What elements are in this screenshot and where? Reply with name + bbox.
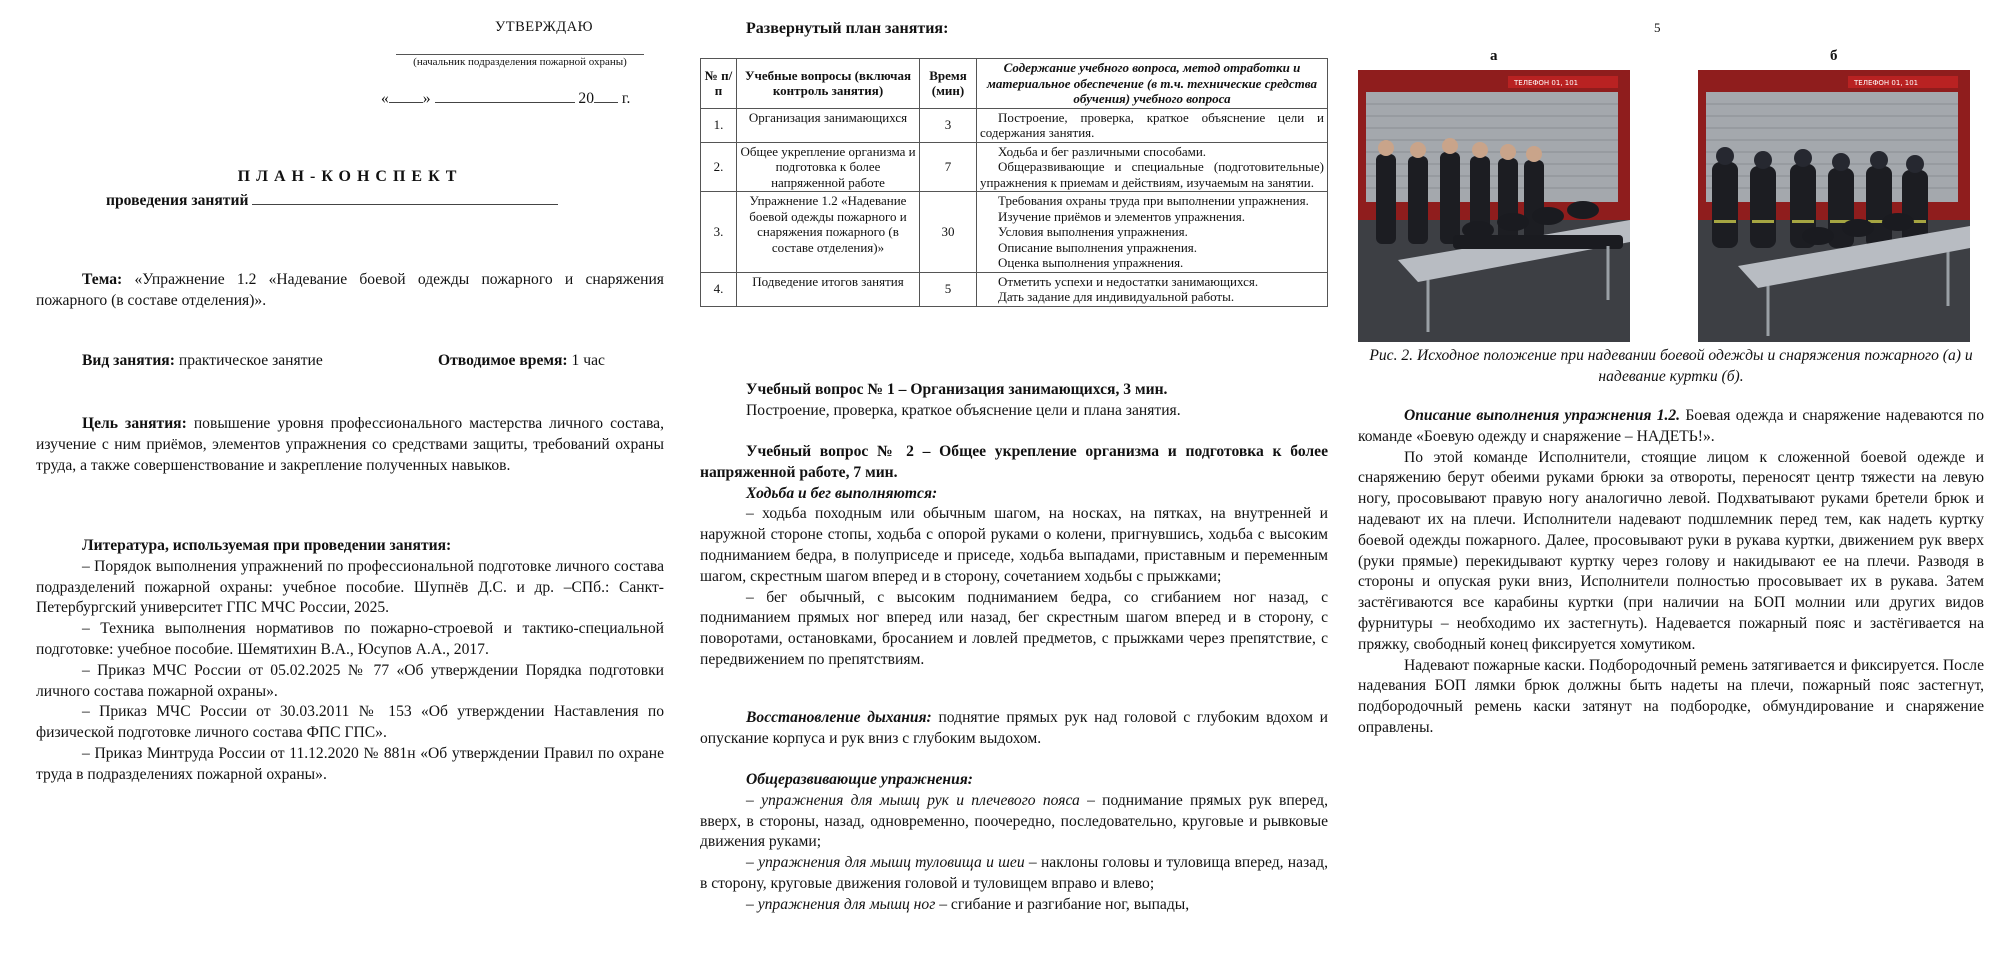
truck-sign-text: ТЕЛЕФОН 01, 101 bbox=[1854, 79, 1919, 87]
general-item: – упражнения для мышц рук и плечевого пояса – поднимание прямых рук вперед, вверх, в стороны, назад, одновременно, поочередно, последовательно, круговые и рывковые движения руками; bbox=[700, 791, 1328, 851]
exercise-description: Описание выполнения упражнения 1.2. Боевая одежда и снаряжение надеваются по команде «Боевую одежду и снаряжение – НАДЕТЬ!». По этой команде Исполнители, стоящие лицом к сложенной боевой одежде и снаряжению берут обеими руками брюки за отвороты, переносят центр тяжести на левую ногу, просовывают правую ногу аналогично левой. Подхватывают руками бретели брюк и надевают их на плечи. Исполнители надевают подшлемник перед тем, как надеть куртку боевой одежды пожарного. Далее, просовывают руки в рукава куртки, движением рук вверх (руки прямые) перекидывают куртку через голову и накидывают ее на плечи. Разводя в стороны и опуская руки вниз, Исполнители полностью просовывает их в рукава. Затем застёгиваются все карабины куртки (при наличии на БОП молнии или других видов фурнитуры – необходимо их застегнуть). Надевается пожарный пояс и застёгивается на пряжку, свободный конец фиксируется хомутиком. Надевают пожарные каски. Подбородочный ремень затягивается и фиксируется. После надевания БОП лямки брюк должны быть надеты на плечи, пожарный пояс застегнут, подбородочный ремень каски затянут на подбородке, обмундирование и снаряжение оправлены. bbox=[1358, 406, 1984, 739]
lesson-goal: Цель занятия: повышение уровня профессионального мастерства личного состава, изучение с ним приёмов, элементов упражнения со средствами защиты, требований охраны труда, а также совершенствование и закрепление полученных навыков. bbox=[36, 415, 665, 474]
photo-a-illustration bbox=[1358, 70, 1630, 342]
truck-sign-text: ТЕЛЕФОН 01, 101 bbox=[1514, 79, 1579, 87]
table-row: 3. Упражнение 1.2 «Надевание боевой одежды пожарного и снаряжения пожарного (в составе отделения)» 30 Требования охраны труда при выполнении упражнения. Изучение приёмов и элементов упражнения. Условия выполнения упражнения. Описание выполнения упражнения. Оценка выполнения упражнения. bbox=[701, 192, 1328, 273]
general-item: – упражнения для мышц ног – сгибание и разгибание ног, выпады, bbox=[746, 895, 1190, 913]
question-2-heading: Учебный вопрос № 2 – Общее укрепление организма и подготовка к более напряженной работе, 7 мин. bbox=[700, 443, 1328, 481]
walk-item: – бег обычный, с высоким подниманием бедра, со сгибанием ног назад, с подниманием прямых ног вперед или назад, бег скрестным шагом вперед и в сторону, с поворотами, остановками, бросанием и ловлей предметов, с прыжками через препятствие, с передвижением по препятствиям. bbox=[700, 588, 1328, 668]
figure-label-b: б bbox=[1830, 48, 1838, 64]
date-line: « » 20 г. bbox=[381, 90, 631, 107]
literature bbox=[36, 536, 664, 786]
general-heading: Общеразвивающие упражнения: bbox=[746, 771, 973, 788]
page-number: 5 bbox=[1654, 20, 1661, 35]
header-question: Учебные вопросы (включая контроль занятия) bbox=[737, 59, 920, 109]
table-header-row bbox=[701, 59, 1328, 109]
plan-conduct: проведения занятий bbox=[106, 190, 558, 210]
question-2 bbox=[700, 442, 1328, 671]
description-paragraph: Надевают пожарные каски. Подбородочный ремень затягивается и фиксируется. После надевания БОП лямки брюк должны быть надеты на плечи, пожарный пояс застегнут, подбородочный ремень каски затянут на подбородке, обмундирование и снаряжение оправлены. bbox=[1358, 656, 1984, 736]
question-1 bbox=[700, 380, 1328, 422]
lesson-plan-table bbox=[700, 58, 1328, 307]
signature-line bbox=[396, 54, 644, 55]
literature-item: – Порядок выполнения упражнений по профессиональной подготовке личного состава подразделений пожарной охраны: учебное пособие. Шупнёв Д.С. и др. –СПб.: Санкт-Петербургский университет ГПС МЧС России, 2025. bbox=[36, 557, 664, 617]
photo-putting-on-jacket bbox=[1698, 70, 1970, 342]
approver-caption: (начальник подразделения пожарной охраны) bbox=[413, 56, 627, 68]
walk-item: – ходьба походным или обычным шагом, на носках, на пятках, на внутренней и наружной стороне стопы, ходьба с опорой руками о колени, пригнувшись, ходьба с высоким подниманием бедра, в полуприседе и приседе, ходьба выпадами, приставным и переменным шагом, скрестным шагом вперед и в сторону, сочетанием ходьбы с прыжками; bbox=[700, 505, 1328, 585]
question-1-text: Построение, проверка, краткое объяснение цели и плана занятия. bbox=[746, 401, 1181, 419]
description-paragraph: По этой команде Исполнители, стоящие лицом к сложенной боевой одежде и снаряжению берут обеими руками брюки за отвороты, переносят центр тяжести на левую ногу, просовывают правую ногу аналогично левой. Подхватывают руками бретели брюк и надевают их на плечи. Исполнители надевают подшлемник перед тем, как надеть куртку боевой одежды пожарного. Далее, просовывают руки в рукава куртки, движением рук вверх (руки прямые) перекидывают куртку через голову и накидывают ее на плечи. Разводя в стороны и опуская руки вниз, Исполнители полностью просовывает их в рукава. Затем застёгиваются все карабины куртки (при наличии на БОП молнии или других видов фурнитуры – необходимо их застегнуть). Надевается пожарный пояс и застёгивается на пряжку, свободный конец фиксируется хомутиком. bbox=[1358, 448, 1984, 653]
literature-item: – Приказ Минтруда России от 11.12.2020 № 881н «Об утверждении Правил по охране труда в подразделениях пожарной охраны». bbox=[36, 744, 664, 783]
general-item: – упражнения для мышц туловища и шеи – наклоны головы и туловища вперед, назад, в сторону, круговые движения головой и туловищем вправо и влево; bbox=[700, 854, 1328, 892]
general-exercises bbox=[700, 770, 1328, 916]
plan-title: ПЛАН-КОНСПЕКТ bbox=[237, 168, 463, 185]
question-1-heading: Учебный вопрос № 1 – Организация занимающихся, 3 мин. bbox=[746, 381, 1168, 398]
literature-item: – Приказ МЧС России от 30.03.2011 № 153 «Об утверждении Наставления по физической подготовке личного состава ФПС ГПС». bbox=[36, 703, 664, 742]
literature-item: – Приказ МЧС России от 05.02.2025 № 77 «Об утверждении Порядка подготовки личного состава пожарной охраны». bbox=[36, 661, 664, 700]
table-row: 4. Подведение итогов занятия 5 Отметить успехи и недостатки занимающихся. Дать задание для индивидуальной работы. bbox=[701, 272, 1328, 306]
approve-heading: УТВЕРЖДАЮ bbox=[495, 19, 593, 35]
page-left: УТВЕРЖДАЮ (начальник подразделения пожарной охраны) « » 20 г. ПЛАН-КОНСПЕКТ проведения занятий Тема: «Упражнение 1.2 «Надевание боевой одежды пожарного и снаряжения пожарного (в составе отделения)». Вид занятия: практическое занятие Отводимое время: 1 час Цель занятия: повышение уровня профессионального мастерства личного состава, изучение с ним приёмов, элементов упражнения со средствами защиты, требований охраны труда, а также совершенствование и закрепление полученных навыков. Литература, используемая при проведении занятия: – Порядок выполнения упражнений по профессиональной подготовке личного состава подразделений пожарной охраны: учебное пособие. Шупнёв Д.С. и др. –СПб.: Санкт-Петербургский университет ГПС МЧС России, 2025. – Техника выполнения нормативов по пожарно-строевой и тактико-специальной подготовке: учебное пособие. Шемятихин В.А., Юсупов А.А., 2017. – Приказ МЧС России от 05.02.2025 № 77 «Об утверждении Порядка подготовки личного состава пожарной охраны». – Приказ МЧС России от 30.03.2011 № 153 «Об утверждении Наставления по физической подготовке личного состава ФПС ГПС». – Приказ Минтруда России от 11.12.2020 № 881н «Об утверждении Правил по охране труда в подразделениях пожарной охраны». bbox=[36, 0, 664, 953]
page-right bbox=[1358, 0, 1984, 953]
breathing: Восстановление дыхания: поднятие прямых рук над головой с глубоким вдохом и опускание корпуса и рук вниз с глубоким выдохом. bbox=[700, 709, 1328, 747]
table-row: 2. Общее укрепление организма и подготовка к более напряженной работе 7 Ходьба и бег различными способами. Общеразвивающие и специальные (подготовительные) упражнения к приемам и действиям, изучаемым на занятии. bbox=[701, 142, 1328, 192]
header-time: Время (мин) bbox=[920, 59, 977, 109]
page-middle bbox=[700, 0, 1328, 953]
table-title: Развернутый план занятия: bbox=[746, 20, 949, 37]
figure-label-a: а bbox=[1490, 48, 1498, 64]
photo-initial-position bbox=[1358, 70, 1630, 342]
topic: Тема: «Упражнение 1.2 «Надевание боевой одежды пожарного и снаряжения пожарного (в составе отделения)». bbox=[36, 271, 664, 309]
figure-caption: Рис. 2. Исходное положение при надевании боевой одежды и снаряжения пожарного (а) и надевание куртки (б). bbox=[1369, 347, 1973, 385]
photo-b-illustration bbox=[1698, 70, 1970, 342]
table-row: 1. Организация занимающихся 3 Построение, проверка, краткое объяснение цели и содержания занятия. bbox=[701, 108, 1328, 142]
header-num: № п/п bbox=[701, 59, 737, 109]
walk-heading: Ходьба и бег выполняются: bbox=[746, 484, 938, 502]
literature-heading: Литература, используемая при проведении занятия: bbox=[82, 537, 452, 554]
header-content: Содержание учебного вопроса, метод отработки и материальное обеспечение (в т.ч. технические средства обучения) учебного вопроса bbox=[977, 59, 1328, 109]
literature-item: – Техника выполнения нормативов по пожарно-строевой и тактико-специальной подготовке: учебное пособие. Шемятихин В.А., Юсупов А.А., 2017. bbox=[36, 620, 664, 658]
